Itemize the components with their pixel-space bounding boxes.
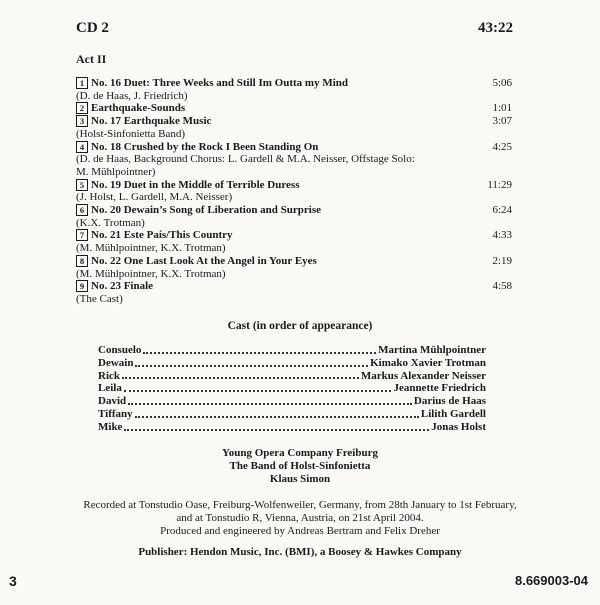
track-duration: 6:24 bbox=[492, 204, 512, 217]
track-title: No. 20 Dewain’s Song of Liberation and Surprise bbox=[91, 204, 322, 217]
track-number-box: 4 bbox=[76, 141, 88, 153]
track-title-line bbox=[76, 204, 512, 217]
track-credit: (D. de Haas, Background Chorus: L. Gardell & M.A. Neisser, Offstage Solo: M. Mühlpointner) bbox=[76, 153, 415, 178]
dot-leader bbox=[143, 351, 376, 354]
track-number-box: 3 bbox=[76, 115, 88, 127]
track-number-box: 9 bbox=[76, 280, 88, 292]
publisher-line: Publisher: Hendon Music, Inc. (BMI), a Boosey & Hawkes Company bbox=[138, 546, 462, 558]
track-duration: 4:25 bbox=[492, 140, 512, 153]
track-item bbox=[76, 255, 512, 280]
conductor-line: Klaus Simon bbox=[269, 472, 331, 485]
cast-actor: Jeannette Friedrich bbox=[393, 382, 486, 395]
dot-leader bbox=[135, 364, 368, 367]
track-credit: (M. Mühlpointner, K.X. Trotman) bbox=[76, 242, 226, 255]
track-list bbox=[76, 77, 512, 306]
cast-actor: Kimako Xavier Trotman bbox=[370, 356, 486, 369]
track-title-line bbox=[76, 77, 512, 90]
cast-role: Leila bbox=[98, 382, 122, 395]
cast-role: Rick bbox=[98, 369, 120, 382]
cast-actor: Jonas Holst bbox=[431, 420, 486, 433]
track-title: Earthquake-Sounds bbox=[91, 102, 186, 115]
track-credit: (D. de Haas, J. Friedrich) bbox=[76, 89, 188, 102]
track-duration: 2:19 bbox=[492, 254, 512, 267]
recording-line: Recorded at Tonstudio Oase, Freiburg-Wolfenweiler, Germany, from 28th January to 1st February, bbox=[83, 499, 517, 511]
cast-role: Dewain bbox=[98, 356, 134, 369]
cast-actor: Martina Mühlpointner bbox=[378, 344, 486, 356]
production-line: Produced and engineered by Andreas Bertram and Felix Dreher bbox=[160, 524, 440, 537]
track-number-box: 6 bbox=[76, 204, 88, 216]
cast-role: Mike bbox=[98, 420, 123, 433]
track-number-box: 7 bbox=[76, 229, 88, 241]
dot-leader bbox=[122, 376, 359, 379]
cast-row bbox=[98, 421, 486, 434]
track-item bbox=[76, 280, 512, 305]
track-item bbox=[76, 141, 512, 179]
track-number-box: 1 bbox=[76, 77, 88, 89]
ensemble-line: The Band of Holst-Sinfonietta bbox=[229, 459, 371, 472]
track-duration: 3:07 bbox=[492, 115, 512, 128]
track-credit: (M. Mühlpointner, K.X. Trotman) bbox=[76, 267, 226, 280]
track-title: No. 21 Este País/This Country bbox=[91, 229, 233, 242]
track-title: No. 18 Crushed by the Rock I Been Standing On bbox=[91, 140, 319, 153]
cast-row bbox=[98, 382, 486, 395]
recording-line: and at Tonstudio R, Vienna, Austria, on 21st April 2004. bbox=[176, 511, 424, 524]
dot-leader bbox=[124, 389, 392, 392]
cast-role: David bbox=[98, 395, 127, 408]
track-credit: (Holst-Sinfonietta Band) bbox=[76, 127, 186, 140]
cast-row bbox=[98, 395, 486, 408]
track-duration: 11:29 bbox=[487, 178, 512, 191]
dot-leader bbox=[124, 428, 429, 431]
dot-leader bbox=[128, 402, 412, 405]
act-heading: Act II bbox=[76, 52, 107, 66]
track-title-line bbox=[76, 229, 512, 242]
cd-label: CD 2 bbox=[76, 20, 109, 36]
cast-row bbox=[98, 344, 486, 357]
track-credit: (K.X. Trotman) bbox=[76, 216, 145, 229]
track-duration: 4:58 bbox=[492, 280, 512, 293]
track-number-box: 2 bbox=[76, 102, 88, 114]
track-title-line bbox=[76, 255, 512, 268]
track-item bbox=[76, 229, 512, 254]
cast-heading: Cast (in order of appearance) bbox=[227, 320, 373, 332]
cast-actor: Lilith Gardell bbox=[420, 407, 486, 420]
cast-actor: Darius de Haas bbox=[413, 395, 486, 408]
cast-role: Consuelo bbox=[98, 344, 142, 356]
track-duration: 1:01 bbox=[492, 102, 512, 115]
recording-info bbox=[0, 499, 600, 537]
track-credit: (The Cast) bbox=[76, 292, 123, 305]
track-title-line bbox=[76, 179, 512, 192]
track-title: No. 23 Finale bbox=[91, 280, 154, 293]
track-item bbox=[76, 102, 512, 115]
track-duration: 5:06 bbox=[492, 77, 512, 89]
track-number-box: 5 bbox=[76, 179, 88, 191]
cast-role: Tiffany bbox=[98, 407, 133, 420]
ensemble-line: Young Opera Company Freiburg bbox=[222, 447, 378, 459]
dot-leader bbox=[135, 415, 419, 418]
cast-row bbox=[98, 370, 486, 383]
track-title-line bbox=[76, 280, 512, 293]
track-duration: 4:33 bbox=[492, 229, 512, 242]
track-item bbox=[76, 204, 512, 229]
cast-actor: Markus Alexander Neisser bbox=[360, 369, 486, 382]
track-title-line bbox=[76, 141, 512, 154]
track-item bbox=[76, 179, 512, 204]
track-item bbox=[76, 115, 512, 140]
cast-row bbox=[98, 408, 486, 421]
track-title-line bbox=[76, 102, 512, 115]
track-credit: (J. Holst, L. Gardell, M.A. Neisser) bbox=[76, 191, 233, 204]
track-title: No. 17 Earthquake Music bbox=[91, 115, 212, 128]
track-item bbox=[76, 77, 512, 102]
track-title: No. 22 One Last Look At the Angel in Your Eyes bbox=[91, 254, 317, 267]
track-title-line bbox=[76, 115, 512, 128]
track-number-box: 8 bbox=[76, 255, 88, 267]
track-title: No. 19 Duet in the Middle of Terrible Duress bbox=[91, 178, 300, 191]
cast-row bbox=[98, 357, 486, 370]
total-time: 43:22 bbox=[478, 20, 513, 36]
ensembles bbox=[0, 447, 600, 485]
catalog-number: 8.669003-04 bbox=[514, 573, 588, 588]
cast-list bbox=[98, 344, 486, 434]
track-title: No. 16 Duet: Three Weeks and Still Im Outta my Mind bbox=[91, 77, 348, 89]
page-number: 3 bbox=[9, 573, 17, 589]
